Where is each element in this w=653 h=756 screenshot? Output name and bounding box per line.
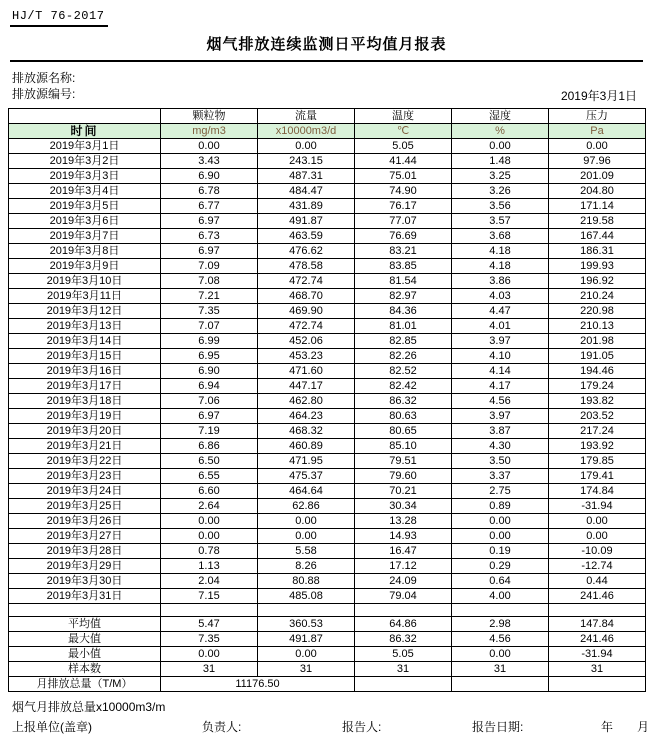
row-value-3: 79.51 (355, 454, 452, 469)
row-value-4: 2.75 (452, 484, 549, 499)
row-value-5: 196.92 (549, 274, 646, 289)
row-date-label: 2019年3月5日 (9, 199, 161, 214)
table-row (9, 154, 646, 169)
row-value-1: 7.06 (161, 394, 258, 409)
row-value-1: 6.97 (161, 409, 258, 424)
row-date-label: 2019年3月25日 (9, 499, 161, 514)
row-value-1: 6.73 (161, 229, 258, 244)
row-value-3: 74.90 (355, 184, 452, 199)
row-value-2: 243.15 (258, 154, 355, 169)
row-value-5: 193.92 (549, 439, 646, 454)
monitoring-data-table (8, 108, 646, 692)
table-row (9, 454, 646, 469)
summary-value-1: 7.35 (161, 632, 258, 647)
row-value-2: 468.70 (258, 289, 355, 304)
row-value-4: 0.19 (452, 544, 549, 559)
row-value-1: 1.13 (161, 559, 258, 574)
summary-value-4: 0.00 (452, 647, 549, 662)
summary-row-label: 最大值 (9, 632, 161, 647)
row-value-5: 191.05 (549, 349, 646, 364)
row-value-1: 6.77 (161, 199, 258, 214)
summary-value-5: -31.94 (549, 647, 646, 662)
table-header-units (9, 124, 646, 139)
row-value-5: 241.46 (549, 589, 646, 604)
report-date-label: 报告日期: (472, 720, 524, 734)
row-value-3: 85.10 (355, 439, 452, 454)
summary-value-4: 31 (452, 662, 549, 677)
summary-value-2: 0.00 (258, 647, 355, 662)
row-date-label: 2019年3月30日 (9, 574, 161, 589)
row-value-3: 5.05 (355, 139, 452, 154)
row-value-1: 7.19 (161, 424, 258, 439)
row-value-4: 0.64 (452, 574, 549, 589)
row-value-3: 81.54 (355, 274, 452, 289)
row-value-2: 80.88 (258, 574, 355, 589)
row-value-2: 468.32 (258, 424, 355, 439)
row-value-2: 447.17 (258, 379, 355, 394)
row-date-label: 2019年3月6日 (9, 214, 161, 229)
summary-value-1: 0.00 (161, 647, 258, 662)
column-header-4: 湿度 (452, 109, 549, 124)
report-footer (8, 698, 649, 736)
row-value-3: 80.65 (355, 424, 452, 439)
row-value-1: 6.60 (161, 484, 258, 499)
table-row (9, 469, 646, 484)
row-value-1: 7.15 (161, 589, 258, 604)
row-value-2: 475.37 (258, 469, 355, 484)
row-date-label: 2019年3月24日 (9, 484, 161, 499)
summary-value-4: 4.56 (452, 632, 549, 647)
table-row (9, 529, 646, 544)
row-value-2: 0.00 (258, 514, 355, 529)
column-header-5: 压力 (549, 109, 646, 124)
table-row (9, 184, 646, 199)
table-row (9, 379, 646, 394)
summary-value-5: 31 (549, 662, 646, 677)
row-date-label: 2019年3月27日 (9, 529, 161, 544)
summary-row (9, 647, 646, 662)
row-value-4: 4.03 (452, 289, 549, 304)
row-value-3: 30.34 (355, 499, 452, 514)
row-date-label: 2019年3月26日 (9, 514, 161, 529)
row-value-2: 62.86 (258, 499, 355, 514)
monthly-total-empty-cell (549, 677, 646, 692)
row-date-label: 2019年3月20日 (9, 424, 161, 439)
row-value-4: 3.26 (452, 184, 549, 199)
month-label: 月 (636, 720, 649, 734)
row-value-3: 82.97 (355, 289, 452, 304)
column-unit-1: mg/m3 (161, 124, 258, 139)
table-row (9, 589, 646, 604)
row-date-label: 2019年3月18日 (9, 394, 161, 409)
table-row (9, 274, 646, 289)
signature-row (12, 718, 649, 736)
summary-row (9, 617, 646, 632)
row-value-5: 210.24 (549, 289, 646, 304)
row-value-5: 201.09 (549, 169, 646, 184)
summary-row-label: 平均值 (9, 617, 161, 632)
column-header-3: 温度 (355, 109, 452, 124)
table-row (9, 304, 646, 319)
row-value-4: 3.57 (452, 214, 549, 229)
reporting-unit-label: 上报单位(盖章) (12, 720, 92, 734)
reporter-label: 报告人: (342, 720, 382, 734)
row-value-1: 7.35 (161, 304, 258, 319)
row-value-5: 203.52 (549, 409, 646, 424)
row-value-4: 0.29 (452, 559, 549, 574)
summary-value-2: 31 (258, 662, 355, 677)
row-value-4: 3.25 (452, 169, 549, 184)
table-row (9, 334, 646, 349)
table-row (9, 349, 646, 364)
summary-row (9, 662, 646, 677)
row-value-1: 7.09 (161, 259, 258, 274)
row-value-1: 0.00 (161, 514, 258, 529)
row-value-5: 220.98 (549, 304, 646, 319)
table-row (9, 289, 646, 304)
table-row (9, 319, 646, 334)
row-value-3: 79.04 (355, 589, 452, 604)
table-row (9, 499, 646, 514)
row-value-2: 469.90 (258, 304, 355, 319)
row-value-5: 219.58 (549, 214, 646, 229)
total-emission-label: 烟气月排放总量x10000m3/m (12, 700, 166, 714)
time-column-header: 时间 (9, 124, 161, 139)
row-value-2: 453.23 (258, 349, 355, 364)
row-value-3: 17.12 (355, 559, 452, 574)
row-value-4: 4.01 (452, 319, 549, 334)
row-value-5: 194.46 (549, 364, 646, 379)
column-unit-5: Pa (549, 124, 646, 139)
row-value-4: 3.97 (452, 409, 549, 424)
row-value-2: 485.08 (258, 589, 355, 604)
row-value-3: 84.36 (355, 304, 452, 319)
row-value-4: 4.00 (452, 589, 549, 604)
row-value-5: 179.85 (549, 454, 646, 469)
row-value-3: 82.26 (355, 349, 452, 364)
row-value-3: 82.85 (355, 334, 452, 349)
row-date-label: 2019年3月28日 (9, 544, 161, 559)
standard-code: HJ/T 76-2017 (10, 9, 108, 27)
row-value-1: 2.64 (161, 499, 258, 514)
row-value-2: 0.00 (258, 139, 355, 154)
row-value-3: 82.52 (355, 364, 452, 379)
row-date-label: 2019年3月1日 (9, 139, 161, 154)
row-value-1: 6.94 (161, 379, 258, 394)
row-value-4: 1.48 (452, 154, 549, 169)
table-row (9, 139, 646, 154)
table-header-names (9, 109, 646, 124)
responsible-person-label: 负责人: (202, 720, 242, 734)
spacer-cell (161, 604, 258, 617)
row-value-4: 0.00 (452, 529, 549, 544)
row-value-5: 174.84 (549, 484, 646, 499)
table-row (9, 514, 646, 529)
summary-value-3: 5.05 (355, 647, 452, 662)
row-value-2: 8.26 (258, 559, 355, 574)
row-value-2: 5.58 (258, 544, 355, 559)
row-value-3: 13.28 (355, 514, 452, 529)
row-value-2: 472.74 (258, 274, 355, 289)
table-spacer-row (9, 604, 646, 617)
row-value-3: 81.01 (355, 319, 452, 334)
row-value-5: 171.14 (549, 199, 646, 214)
row-value-4: 4.18 (452, 244, 549, 259)
summary-value-1: 31 (161, 662, 258, 677)
row-value-4: 3.37 (452, 469, 549, 484)
row-value-2: 484.47 (258, 184, 355, 199)
row-date-label: 2019年3月9日 (9, 259, 161, 274)
row-value-1: 7.07 (161, 319, 258, 334)
row-value-3: 83.21 (355, 244, 452, 259)
column-unit-2: x10000m3/d (258, 124, 355, 139)
row-value-4: 3.68 (452, 229, 549, 244)
row-value-4: 3.50 (452, 454, 549, 469)
summary-value-5: 241.46 (549, 632, 646, 647)
row-value-3: 70.21 (355, 484, 452, 499)
row-value-1: 6.86 (161, 439, 258, 454)
row-value-1: 7.08 (161, 274, 258, 289)
row-value-4: 3.56 (452, 199, 549, 214)
row-value-1: 6.90 (161, 364, 258, 379)
row-value-1: 7.21 (161, 289, 258, 304)
row-value-2: 463.59 (258, 229, 355, 244)
table-row (9, 244, 646, 259)
row-value-4: 4.14 (452, 364, 549, 379)
row-value-4: 4.30 (452, 439, 549, 454)
header-corner-cell (9, 109, 161, 124)
summary-value-5: 147.84 (549, 617, 646, 632)
row-value-2: 431.89 (258, 199, 355, 214)
row-value-1: 6.97 (161, 214, 258, 229)
row-value-2: 460.89 (258, 439, 355, 454)
row-date-label: 2019年3月7日 (9, 229, 161, 244)
table-row (9, 214, 646, 229)
row-value-1: 3.43 (161, 154, 258, 169)
row-value-3: 76.17 (355, 199, 452, 214)
row-value-2: 472.74 (258, 319, 355, 334)
row-value-3: 24.09 (355, 574, 452, 589)
monthly-total-empty-cell (355, 677, 452, 692)
row-date-label: 2019年3月13日 (9, 319, 161, 334)
row-value-5: 0.00 (549, 529, 646, 544)
row-value-4: 4.18 (452, 259, 549, 274)
row-date-label: 2019年3月15日 (9, 349, 161, 364)
monthly-total-row (9, 677, 646, 692)
row-value-1: 6.90 (161, 169, 258, 184)
row-date-label: 2019年3月8日 (9, 244, 161, 259)
row-value-2: 471.60 (258, 364, 355, 379)
column-header-1: 颗粒物 (161, 109, 258, 124)
row-value-3: 79.60 (355, 469, 452, 484)
row-value-4: 4.17 (452, 379, 549, 394)
row-value-5: 179.41 (549, 469, 646, 484)
column-header-2: 流量 (258, 109, 355, 124)
row-value-4: 0.00 (452, 139, 549, 154)
summary-value-3: 64.86 (355, 617, 452, 632)
row-value-5: 204.80 (549, 184, 646, 199)
row-value-5: -12.74 (549, 559, 646, 574)
row-value-2: 487.31 (258, 169, 355, 184)
row-value-5: 193.82 (549, 394, 646, 409)
row-value-5: 97.96 (549, 154, 646, 169)
row-date-label: 2019年3月23日 (9, 469, 161, 484)
row-date-label: 2019年3月16日 (9, 364, 161, 379)
summary-value-2: 491.87 (258, 632, 355, 647)
row-value-3: 77.07 (355, 214, 452, 229)
row-date-label: 2019年3月3日 (9, 169, 161, 184)
standard-code-wrap (8, 6, 645, 27)
row-date-label: 2019年3月21日 (9, 439, 161, 454)
row-value-1: 6.55 (161, 469, 258, 484)
row-value-3: 16.47 (355, 544, 452, 559)
table-row (9, 424, 646, 439)
row-value-5: 0.44 (549, 574, 646, 589)
row-value-1: 6.97 (161, 244, 258, 259)
row-value-5: 0.00 (549, 514, 646, 529)
row-date-label: 2019年3月29日 (9, 559, 161, 574)
row-date-label: 2019年3月17日 (9, 379, 161, 394)
row-date-label: 2019年3月2日 (9, 154, 161, 169)
row-value-1: 2.04 (161, 574, 258, 589)
row-value-4: 0.89 (452, 499, 549, 514)
year-label: 年 (600, 720, 613, 734)
table-row (9, 229, 646, 244)
row-value-5: 210.13 (549, 319, 646, 334)
summary-value-2: 360.53 (258, 617, 355, 632)
table-row (9, 409, 646, 424)
report-date-value: 2019年3月1日 (560, 89, 637, 103)
summary-value-4: 2.98 (452, 617, 549, 632)
row-value-5: 0.00 (549, 139, 646, 154)
row-date-label: 2019年3月10日 (9, 274, 161, 289)
source-name-label: 排放源名称: (12, 71, 76, 85)
row-value-4: 0.00 (452, 514, 549, 529)
row-value-4: 3.86 (452, 274, 549, 289)
row-value-4: 4.10 (452, 349, 549, 364)
row-date-label: 2019年3月14日 (9, 334, 161, 349)
row-value-3: 83.85 (355, 259, 452, 274)
row-value-3: 75.01 (355, 169, 452, 184)
row-value-1: 6.78 (161, 184, 258, 199)
table-row (9, 484, 646, 499)
row-value-4: 3.97 (452, 334, 549, 349)
column-unit-4: % (452, 124, 549, 139)
row-date-label: 2019年3月19日 (9, 409, 161, 424)
table-row (9, 439, 646, 454)
row-value-1: 0.78 (161, 544, 258, 559)
table-row (9, 169, 646, 184)
row-value-1: 6.95 (161, 349, 258, 364)
spacer-cell (258, 604, 355, 617)
table-row (9, 364, 646, 379)
row-value-5: -10.09 (549, 544, 646, 559)
row-value-5: -31.94 (549, 499, 646, 514)
spacer-cell (9, 604, 161, 617)
title-divider (10, 60, 643, 62)
row-value-5: 167.44 (549, 229, 646, 244)
table-row (9, 559, 646, 574)
row-value-3: 14.93 (355, 529, 452, 544)
row-value-2: 478.58 (258, 259, 355, 274)
spacer-cell (452, 604, 549, 617)
row-value-2: 464.64 (258, 484, 355, 499)
summary-value-3: 31 (355, 662, 452, 677)
row-value-1: 6.50 (161, 454, 258, 469)
column-unit-3: ℃ (355, 124, 452, 139)
row-value-4: 4.47 (452, 304, 549, 319)
row-value-5: 186.31 (549, 244, 646, 259)
table-row (9, 394, 646, 409)
spacer-cell (549, 604, 646, 617)
page-title: 烟气排放连续监测日平均值月报表 (206, 36, 447, 53)
row-value-5: 179.24 (549, 379, 646, 394)
row-value-3: 41.44 (355, 154, 452, 169)
row-value-5: 199.93 (549, 259, 646, 274)
row-date-label: 2019年3月22日 (9, 454, 161, 469)
row-date-label: 2019年3月4日 (9, 184, 161, 199)
source-code-label: 排放源编号: (12, 87, 76, 101)
row-value-3: 82.42 (355, 379, 452, 394)
summary-row-label: 最小值 (9, 647, 161, 662)
row-value-2: 462.80 (258, 394, 355, 409)
summary-row-label: 样本数 (9, 662, 161, 677)
summary-row (9, 632, 646, 647)
table-row (9, 574, 646, 589)
row-value-5: 217.24 (549, 424, 646, 439)
monthly-total-value: 11176.50 (161, 677, 355, 692)
row-date-label: 2019年3月11日 (9, 289, 161, 304)
report-meta (12, 70, 645, 106)
row-value-1: 0.00 (161, 529, 258, 544)
row-date-label: 2019年3月12日 (9, 304, 161, 319)
row-value-1: 0.00 (161, 139, 258, 154)
table-row (9, 259, 646, 274)
row-value-2: 0.00 (258, 529, 355, 544)
row-value-2: 464.23 (258, 409, 355, 424)
row-value-2: 471.95 (258, 454, 355, 469)
row-value-3: 76.69 (355, 229, 452, 244)
spacer-cell (355, 604, 452, 617)
row-value-3: 86.32 (355, 394, 452, 409)
row-value-2: 452.06 (258, 334, 355, 349)
row-value-3: 80.63 (355, 409, 452, 424)
summary-value-3: 86.32 (355, 632, 452, 647)
table-row (9, 544, 646, 559)
summary-value-1: 5.47 (161, 617, 258, 632)
row-value-2: 491.87 (258, 214, 355, 229)
row-value-4: 4.56 (452, 394, 549, 409)
row-value-1: 6.99 (161, 334, 258, 349)
monthly-total-label: 月排放总量（T/M） (9, 677, 161, 692)
row-value-4: 3.87 (452, 424, 549, 439)
table-row (9, 199, 646, 214)
row-value-2: 476.62 (258, 244, 355, 259)
monthly-total-empty-cell (452, 677, 549, 692)
row-date-label: 2019年3月31日 (9, 589, 161, 604)
row-value-5: 201.98 (549, 334, 646, 349)
